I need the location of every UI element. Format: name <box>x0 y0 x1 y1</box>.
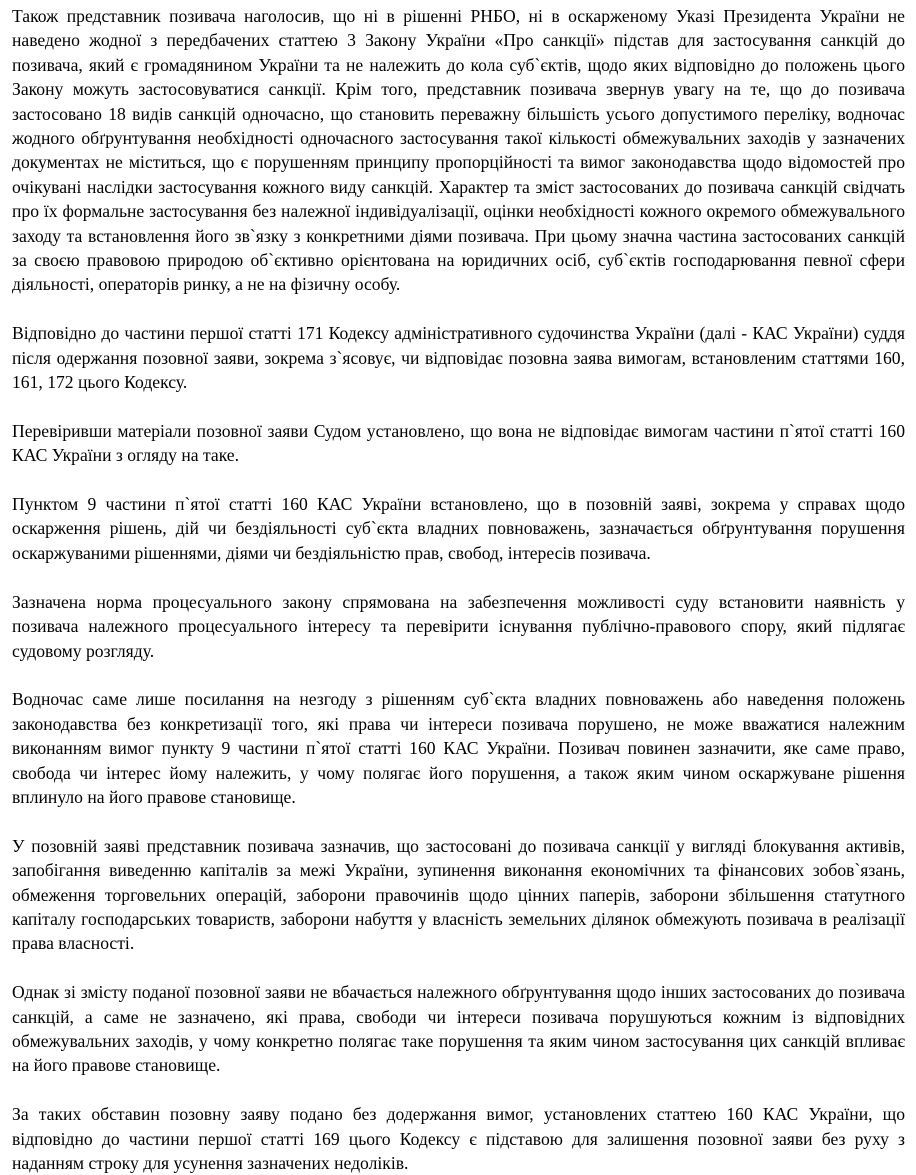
paragraph-plaintiff-claims: У позовній заяві представник позивача зазначив, що застосовані до позивача санкції у вигляді блокування активів, запобігання виведенню капіталів за межі України, зупинення виконання економічних та фінансових зобов`язань, обмеження торговельних операцій, заборони правочинів щодо цінних паперів, заборони збільшення статутного капіталу господарських товариств, заборони набуття у власність земельних ділянок обмежують позивача в реалізації права власності. <box>12 835 905 954</box>
paragraph-court-finding: Перевіривши матеріали позовної заяви Судом установлено, що вона не відповідає вимогам частини п`ятої статті 160 КАС України з огляду на таке. <box>12 420 905 466</box>
paragraph-conclusion: За таких обставин позовну заяву подано без додержання вимог, установлених статтею 160 КАС України, що відповідно до частини першої статті 169 цього Кодексу є підставою для залишення позовної заяви без руху з наданням строку для усунення зазначених недоліків. <box>12 1104 905 1173</box>
paragraph-insufficient-grounds: Однак зі змісту поданої позовної заяви не вбачається належного обґрунтування щодо інших застосованих до позивача санкцій, а саме не зазначено, які права, свободи чи інтереси позивача порушуються кожним із відповідних обмежувальних заходів, у чому конкретно полягає таке порушення та яким чином застосування цих санкцій впливає на його правове становище. <box>12 982 905 1076</box>
paragraph-norm-purpose: Зазначена норма процесуального закону спрямована на забезпечення можливості суду встановити наявність у позивача належного процесуального інтересу та перевірити існування публічно-правового спору, який підлягає судовому розгляду. <box>12 591 905 661</box>
paragraph-requirements: Водночас саме лише посилання на незгоду з рішенням суб`єкта владних повноважень або наведення положень законодавства без конкретизації того, які права чи інтереси позивача порушено, не може вважатися належним виконанням вимог пункту 9 частини п`ятої статті 160 КАС України. Позивач повинен зазначити, яке саме право, свобода чи інтерес йому належить, у чому полягає його порушення, а також яким чином оскаржуване рішення вплинуло на його правове становище. <box>12 689 905 807</box>
document-body <box>12 4 905 1175</box>
paragraph-article-160-point-9: Пунктом 9 частини п`ятої статті 160 КАС України встановлено, що в позовній заяві, зокрема у справах щодо оскарження рішень, дій чи бездіяльності суб`єкта владних повноважень, зазначається обґрунтування порушення оскаржуваними рішеннями, діями чи бездіяльністю прав, свобод, інтересів позивача. <box>12 494 905 563</box>
paragraph-article-171: Відповідно до частини першої статті 171 Кодексу адміністративного судочинства України (далі - КАС України) суддя після одержання позовної заяви, зокрема з`ясовує, чи відповідає позовна заява вимогам, встановленим статтями 160, 161, 172 цього Кодексу. <box>12 323 905 393</box>
paragraph-sanctions-argument: Також представник позивача наголосив, що ні в рішенні РНБО, ні в оскарженому Указі Президента України не наведено жодної з передбачених статтею 3 Закону України «Про санкції» підстав для застосування санкцій до позивача, який є громадянином України та не належить до кола суб`єктів, щодо яких відповідно до положень цього Закону можуть застосовуватися санкції. Крім того, представник позивача звернув увагу на те, що до позивача застосовано 18 видів санкцій одночасно, що становить переважну більшість усього допустимого переліку, водночас жодного обґрунтування необхідності одночасного застосування такої кількості обмежувальних заходів у зазначених документах не міститься, що є порушенням принципу пропорційності та вимог законодавства щодо відомостей про очікувані наслідки застосування кожного виду санкцій. Характер та зміст застосованих до позивача санкцій свідчать про їх формальне застосування без належної індивідуалізації, оцінки необхідності кожного окремого обмежувального заходу та встановлення його зв`язку з конкретними діями позивача. При цьому значна частина застосованих санкцій за своєю правовою природою об`єктивно орієнтована на юридичних осіб, суб`єктів господарювання певної сфери діяльності, операторів ринку, а не на фізичну особу. <box>12 6 905 295</box>
